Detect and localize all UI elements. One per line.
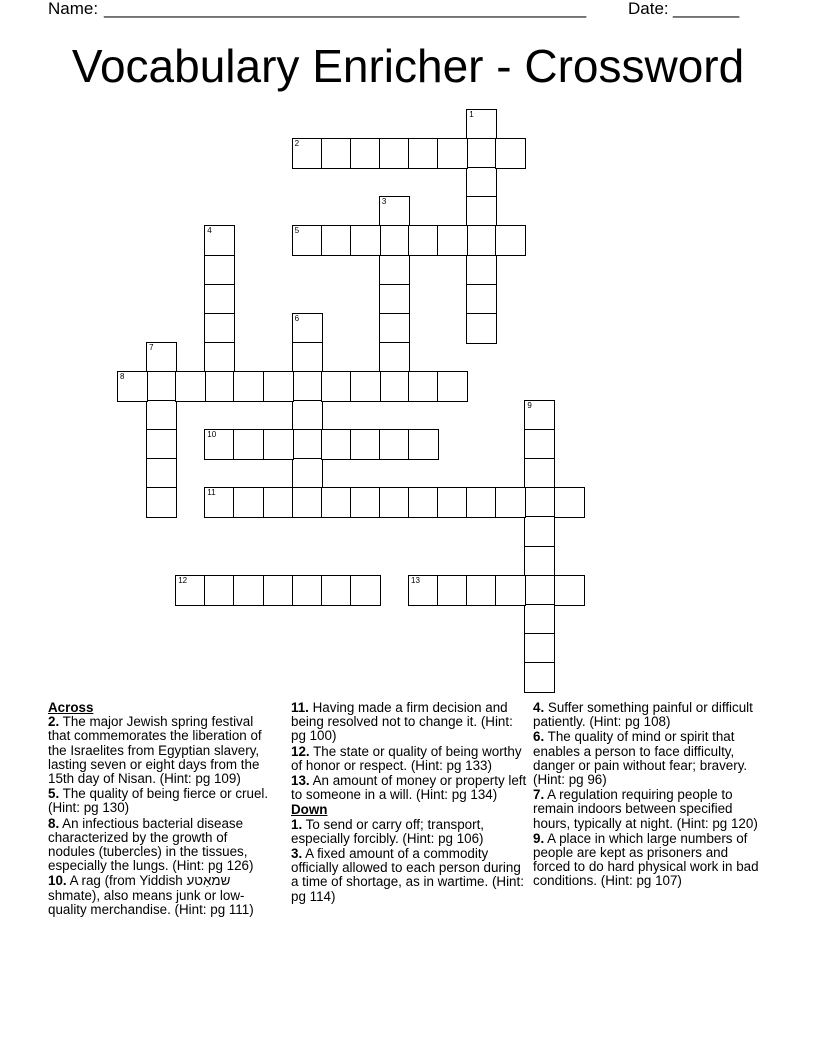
grid-cell[interactable] [321, 371, 352, 402]
cell-number: 8 [120, 371, 125, 381]
grid-cell[interactable] [466, 109, 497, 140]
grid-cell[interactable] [379, 371, 410, 402]
clue-text: To send or carry off; transport, especially forcibly. (Hint: pg 106) [291, 816, 485, 846]
grid-cell[interactable] [204, 225, 235, 256]
grid-cell[interactable] [524, 575, 555, 606]
grid-cell[interactable] [495, 575, 526, 606]
cell-number: 13 [411, 575, 420, 585]
grid-cell[interactable] [379, 429, 410, 460]
grid-cell[interactable] [437, 575, 468, 606]
grid-cell[interactable] [437, 371, 468, 402]
clue-number: 6. [533, 729, 545, 745]
clue-down-1 [291, 818, 527, 846]
grid-cell[interactable] [204, 284, 235, 315]
grid-cell[interactable] [233, 371, 264, 402]
grid-cell[interactable] [437, 225, 468, 256]
clue-number: 3. [291, 846, 303, 862]
grid-cell[interactable] [466, 575, 497, 606]
clue-text: A regulation requiring people to remain indoors between specified hours, typically at night. (Hint: pg 120) [533, 787, 758, 831]
grid-cell[interactable] [146, 429, 177, 460]
grid-cell[interactable] [437, 138, 468, 169]
cell-number: 9 [527, 401, 532, 410]
page-title: Vocabulary Enricher - Crossword [71, 40, 745, 92]
grid-cell[interactable] [233, 487, 264, 518]
grid-cell[interactable] [350, 225, 381, 256]
grid-cell[interactable] [379, 313, 410, 344]
clue-text: A rag (from Yiddish שמאַטע shmate), also means junk or low-quality merchandise. (Hint: pg 111) [48, 873, 254, 917]
grid-cell[interactable] [292, 371, 323, 402]
grid-cell[interactable] [146, 371, 177, 402]
clue-down-4 [533, 701, 761, 729]
grid-cell[interactable] [466, 255, 497, 286]
clue-text: A place in which large numbers of people are kept as prisoners and forced to do hard physical work in bad conditions. (Hint: pg 107) [533, 830, 759, 889]
grid-cell[interactable] [204, 313, 235, 344]
clue-number: 5. [48, 786, 60, 802]
grid-cell[interactable] [379, 196, 410, 227]
grid-cell[interactable] [408, 575, 439, 606]
cell-number: 6 [294, 313, 300, 323]
grid-cell[interactable] [408, 429, 439, 460]
grid-cell[interactable] [350, 429, 381, 460]
grid-cell[interactable] [233, 575, 264, 606]
grid-cell[interactable] [350, 371, 381, 402]
grid-cell[interactable] [437, 487, 468, 518]
grid-cell[interactable] [524, 458, 555, 489]
grid-cell[interactable] [263, 371, 294, 402]
grid-cell[interactable] [204, 371, 235, 402]
clue-down-6 [533, 730, 761, 787]
grid-cell[interactable] [321, 225, 352, 256]
grid-cell[interactable] [117, 371, 148, 402]
clue-across-8 [48, 817, 276, 874]
grid-cell[interactable] [292, 575, 323, 606]
grid-cell[interactable] [292, 342, 323, 373]
clue-across-11 [291, 701, 527, 744]
cell-number: 10 [207, 430, 217, 440]
cell-number: 11 [207, 488, 216, 498]
clue-text: A fixed amount of a commodity officially allowed to each person during a time of shortage, as in wartime. (Hint: pg 114) [291, 846, 524, 904]
grid-cell[interactable] [379, 342, 410, 373]
cell-number: 5 [294, 226, 300, 236]
clue-across-2 [48, 715, 276, 786]
grid-cell[interactable] [524, 633, 555, 664]
grid-cell[interactable] [466, 313, 497, 344]
grid-cell[interactable] [379, 284, 410, 315]
clue-number: 7. [533, 787, 545, 803]
grid-cell[interactable] [350, 575, 381, 606]
down-heading: Down [291, 802, 328, 818]
grid-cell[interactable] [204, 575, 235, 606]
grid-cell[interactable] [292, 487, 323, 518]
clue-text: The quality of being fierce or cruel. (Hint: pg 130) [48, 786, 269, 816]
cell-number: 7 [149, 342, 154, 352]
grid-cell[interactable] [524, 429, 555, 460]
clue-down-3 [291, 847, 527, 904]
grid-cell[interactable] [321, 429, 352, 460]
clue-down-9 [533, 832, 761, 889]
grid-cell[interactable] [379, 225, 410, 256]
grid-cell[interactable] [321, 487, 352, 518]
clue-text: The quality of mind or spirit that enables a person to face difficulty, danger or pain without fear; bravery. (Hint: pg 96) [533, 729, 748, 788]
grid-cell[interactable] [292, 225, 323, 256]
grid-cell[interactable] [263, 487, 294, 518]
grid-cell[interactable] [146, 342, 177, 373]
clues-column-3 [533, 701, 761, 890]
clue-number: 2. [48, 714, 60, 730]
grid-cell[interactable] [466, 225, 497, 256]
grid-cell[interactable] [204, 342, 235, 373]
clue-number: 8. [48, 815, 60, 831]
grid-cell[interactable] [524, 604, 555, 635]
grid-cell[interactable] [524, 546, 555, 577]
grid-cell[interactable] [379, 487, 410, 518]
cell-number: 4 [207, 226, 212, 236]
grid-cell[interactable] [263, 429, 294, 460]
grid-cell[interactable] [466, 167, 497, 198]
clue-text: Having made a firm decision and being resolved not to change it. (Hint: pg 100) [291, 700, 513, 744]
grid-cell[interactable] [554, 487, 585, 518]
clue-number: 13. [291, 773, 310, 789]
grid-cell[interactable] [466, 196, 497, 227]
grid-cell[interactable] [408, 371, 439, 402]
grid-cell[interactable] [554, 575, 585, 606]
clue-down-7 [533, 788, 761, 831]
grid-cell[interactable] [263, 575, 294, 606]
date-label: Date: [628, 0, 669, 18]
grid-cell[interactable] [175, 371, 206, 402]
cell-number: 1 [469, 110, 474, 119]
cell-number: 2 [294, 139, 300, 149]
grid-cell[interactable] [466, 487, 497, 518]
grid-cell[interactable] [292, 138, 323, 169]
grid-cell[interactable] [233, 429, 264, 460]
grid-cell[interactable] [175, 575, 206, 606]
clue-number: 4. [533, 700, 545, 715]
name-label: Name: [48, 0, 99, 18]
grid-cell[interactable] [146, 400, 177, 431]
grid-cell[interactable] [524, 487, 555, 518]
grid-cell[interactable] [524, 400, 555, 431]
grid-cell[interactable] [321, 138, 352, 169]
date-field[interactable]: _______ [673, 0, 740, 18]
clues-column-2 [291, 701, 527, 905]
clue-number: 12. [291, 743, 310, 759]
clue-text: An amount of money or property left to someone in a will. (Hint: pg 134) [291, 773, 527, 803]
clue-across-5 [48, 787, 276, 815]
grid-cell[interactable] [408, 225, 439, 256]
grid-cell[interactable] [321, 575, 352, 606]
grid-cell[interactable] [466, 284, 497, 315]
grid-cell[interactable] [204, 429, 235, 460]
grid-cell[interactable] [350, 487, 381, 518]
grid-cell[interactable] [292, 313, 323, 344]
name-field[interactable]: ___________________________________________________ [104, 0, 587, 18]
clue-across-12 [291, 745, 527, 773]
grid-cell[interactable] [204, 487, 235, 518]
clue-across-10 [48, 874, 276, 917]
grid-cell[interactable] [524, 516, 555, 547]
grid-cell[interactable] [292, 400, 323, 431]
clue-text: Suffer something painful or difficult patiently. (Hint: pg 108) [533, 700, 753, 730]
clue-text: The state or quality of being worthy of honor or respect. (Hint: pg 133) [291, 743, 522, 773]
cell-number: 3 [381, 197, 387, 207]
grid-cell[interactable] [466, 138, 497, 169]
clue-text: An infectious bacterial disease characterized by the growth of nodules (tubercles) in the tissues, especially the lungs. (Hint: pg 126) [48, 815, 254, 874]
clue-number: 1. [291, 816, 303, 832]
grid-cell[interactable] [408, 138, 439, 169]
clue-number: 10. [48, 873, 67, 889]
clue-number: 11. [291, 700, 309, 715]
clue-text: The major Jewish spring festival that commemorates the liberation of the Israelites from Egyptian slavery, lasting seven or eight days from the 15th day of Nisan. (Hint: pg 109) [48, 714, 262, 787]
clue-number: 9. [533, 830, 545, 846]
grid-cell[interactable] [146, 458, 177, 489]
grid-cell[interactable] [379, 138, 410, 169]
grid-cell[interactable] [495, 138, 526, 169]
clues-column-1 [48, 701, 276, 918]
grid-cell[interactable] [495, 487, 526, 518]
grid-cell[interactable] [146, 487, 177, 518]
across-heading: Across [48, 700, 94, 715]
grid-cell[interactable] [495, 225, 526, 256]
grid-cell[interactable] [408, 487, 439, 518]
grid-cell[interactable] [292, 458, 323, 489]
grid-cell[interactable] [204, 255, 235, 286]
grid-cell[interactable] [350, 138, 381, 169]
grid-cell[interactable] [292, 429, 323, 460]
clue-across-13 [291, 774, 527, 802]
cell-number: 12 [178, 575, 188, 585]
grid-cell[interactable] [379, 255, 410, 286]
grid-cell[interactable] [524, 662, 555, 693]
